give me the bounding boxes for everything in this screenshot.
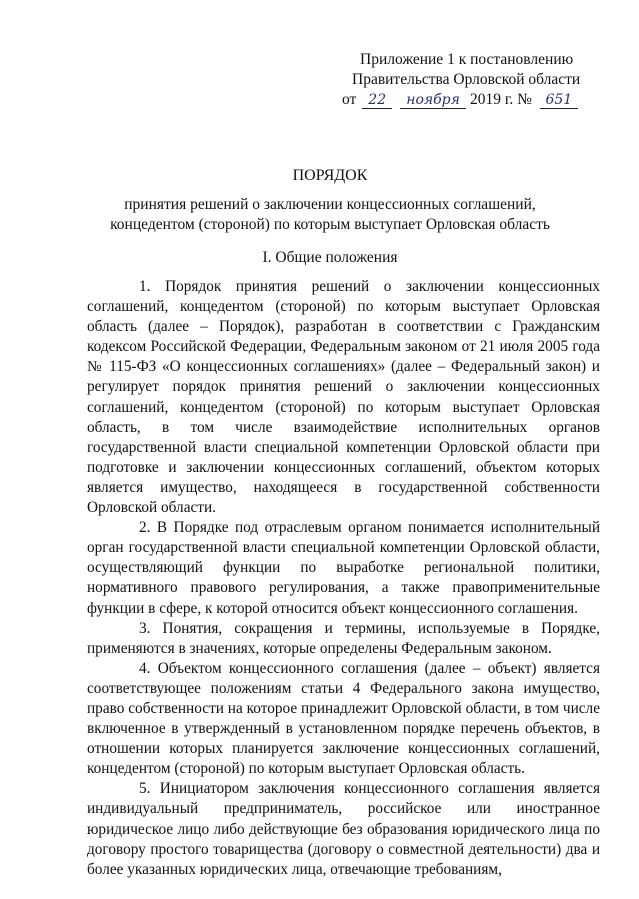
document-subtitle — [80, 195, 580, 235]
document-body — [87, 277, 600, 880]
date-year: 2019 г. № — [469, 91, 532, 108]
appendix-header — [342, 50, 612, 110]
appendix-line-2: Правительства Орловской области — [352, 71, 581, 88]
paragraph-2: 2. В Порядке под отраслевым органом понимается исполнительный орган государственной власти специальной компетенции Орловской области, осуществляющий функции по выработке региональной политики, нормативного правового регулирования, а также правоприменительные функции в сфере, к которой относится объект концессионного соглашения. — [87, 519, 600, 617]
paragraph-1: 1. Порядок принятия решений о заключении концессионных соглашений, концедентом (стороной) по которым выступает Орловская область (далее – Порядок), разработан в соответствии с Гражданским кодексом Российской Федерации, Федеральным законом от 21 июля 2005 года № 115-ФЗ «О концессионных соглашениях» (далее – Федеральный закон) и регулирует порядок принятия решений о заключении концессионных соглашений, концедентом (стороной) по которым выступает Орловская область, в том числе взаимодействие исполнительных органов государственной власти специальной компетенции Орловской области при подготовке и заключении концессионных соглашений, объектом которых является имущество, находящееся в государственной собственности Орловской области. — [87, 278, 600, 517]
paragraph-3: 3. Понятия, сокращения и термины, используемые в Порядке, применяются в значениях, которые определены Федеральным законом. — [87, 619, 600, 657]
handwritten-doc-number: 651 — [540, 92, 578, 109]
handwritten-month: ноября — [400, 92, 466, 109]
paragraph-5: 5. Инициатором заключения концессионного соглашения является индивидуальный предприниматель, российское или иностранное юридическое лицо либо действующие без образования юридического лица по договору простого товарищества (договору о совместной деятельности) два и более указанных юридических лица, отвечающие требованиям, — [87, 780, 600, 878]
handwritten-day: 22 — [362, 92, 392, 109]
appendix-line-1: Приложение 1 к постановлению — [360, 51, 574, 68]
subtitle-line-1: принятия решений о заключении концессионных соглашений, — [124, 196, 536, 213]
subtitle-line-2: концедентом (стороной) по которым выступает Орловская область — [110, 216, 550, 233]
section-heading: I. Общие положения — [262, 249, 398, 266]
resolution-date-line — [342, 90, 612, 110]
paragraph-4: 4. Объектом концессионного соглашения (далее – объект) является соответствующее положениям статьи 4 Федерального закона имущество, право собственности на которое принадлежит Орловской области, в том числе включенное в утвержденный в установленном порядке перечень объектов, в отношении которых планируется заключение концессионных соглашений, концедентом (стороной) по которым выступает Орловская область. — [87, 659, 600, 778]
document-title: ПОРЯДОК — [292, 167, 368, 184]
date-prefix: от — [342, 91, 357, 108]
